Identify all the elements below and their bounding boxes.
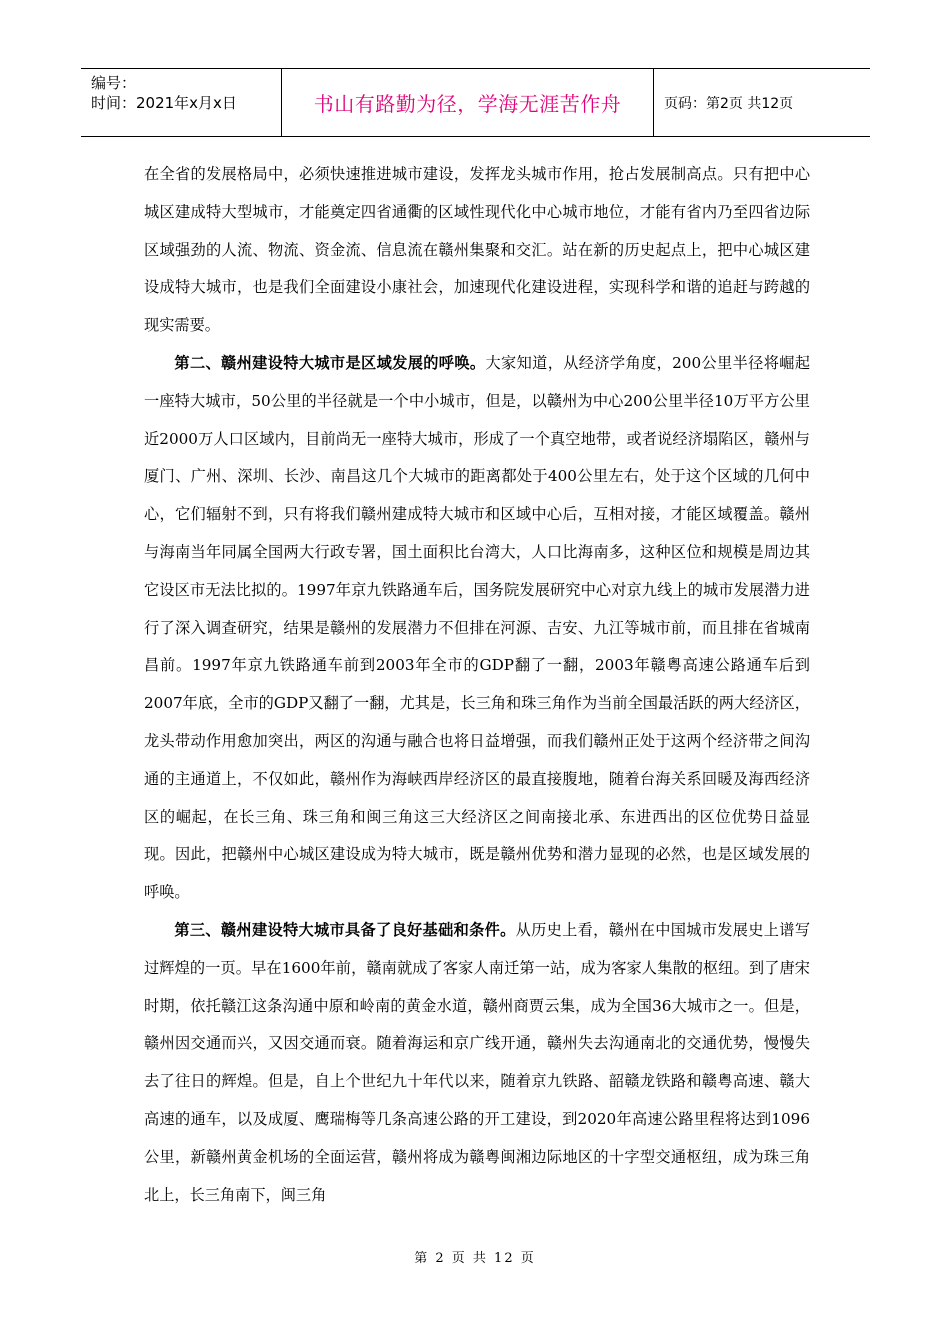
document-body bbox=[144, 156, 810, 1214]
paragraph-3-text: 从历史上看，赣州在中国城市发展史上谱写过辉煌的一页。早在1600年前，赣南就成了客家人南迁第一站，成为客家人集散的枢纽。到了唐宋时期，依托赣江这条沟通中原和岭南的黄金水道，赣州商贾云集，成为全国36大城市之一。但是，赣州因交通而兴，又因交通而衰。随着海运和京广线开通，赣州失去沟通南北的交通优势，慢慢失去了往日的辉煌。但是，自上个世纪九十年代以来，随着京九铁路、韶赣龙铁路和赣粤高速、赣大高速的通车，以及成厦、鹰瑞梅等几条高速公路的开工建设，到2020年高速公路里程将达到1096公里，新赣州黄金机场的全面运营，赣州将成为赣粤闽湘边际地区的十字型交通枢纽，成为珠三角北上，长三角南下，闽三角 bbox=[144, 920, 811, 1204]
header-motto: 书山有路勤为径，学海无涯苦作舟 bbox=[313, 92, 622, 116]
page-header bbox=[81, 68, 870, 137]
paragraph-1: 在全省的发展格局中，必须快速推进城市建设，发挥龙头城市作用，抢占发展制高点。只有把中心城区建成特大型城市，才能奠定四省通衢的区域性现代化中心城市地位，才能有省内乃至四省边际区域强劲的人流、物流、资金流、信息流在赣州集聚和交汇。站在新的历史起点上，把中心城区建设成特大城市，也是我们全面建设小康社会，加速现代化建设进程，实现科学和谐的追赶与跨越的现实需要。 bbox=[144, 165, 810, 335]
paragraph-2-text: 大家知道，从经济学角度，200公里半径将崛起一座特大城市，50公里的半径就是一个中小城市，但是，以赣州为中心200公里半径10万平方公里近2000万人口区域内，目前尚无一座特大城市，形成了一个真空地带，或者说经济塌陷区，赣州与厦门、广州、深圳、长沙、南昌这几个大城市的距离都处于400公里左右，处于这个区域的几何中心，它们辐射不到，只有将我们赣州建成特大城市和区域中心后，互相对接，才能区域覆盖。赣州与海南当年同属全国两大行政专署，国土面积比台湾大，人口比海南多，这种区位和规模是周边其它设区市无法比拟的。1997年京九铁路通车后，国务院发展研究中心对京九线上的城市发展潜力进行了深入调查研究，结果是赣州的发展潜力不但排在河源、吉安、九江等城市前，而且排在省城南昌前。1997年京九铁路通车前到2003年全市的GDP翻了一翻，2003年赣粤高速公路通车后到2007年底，全市的GDP又翻了一翻，尤其是，长三角和珠三角作为当前全国最活跃的两大经济区，龙头带动作用愈加突出，两区的沟通与融合也将日益增强，而我们赣州正处于这两个经济带之间沟通的主通道上，不仅如此，赣州作为海峡西岸经济区的最直接腹地，随着台海关系回暖及海西经济区的崛起，在长三角、珠三角和闽三角这三大经济区之间南接北承、东进西出的区位优势日益显现。因此，把赣州中心城区建设成为特大城市，既是赣州优势和潜力显现的必然，也是区域发展的呼唤。 bbox=[144, 353, 811, 902]
paragraph-3-heading: 第三、赣州建设特大城市具备了良好基础和条件。 bbox=[174, 920, 516, 939]
header-page-info: 页码：第2页 共12页 bbox=[664, 95, 794, 112]
header-meta bbox=[81, 69, 282, 136]
paragraph-2-heading: 第二、赣州建设特大城市是区域发展的呼唤。 bbox=[174, 353, 486, 372]
header-motto-cell bbox=[282, 69, 654, 136]
paragraph-2 bbox=[144, 345, 810, 912]
header-page-info-cell bbox=[654, 69, 870, 136]
page-footer: 第 2 页 共 12 页 bbox=[414, 1251, 536, 1266]
document-number-label: 编号： bbox=[91, 74, 137, 92]
paragraph-3 bbox=[144, 912, 810, 1214]
document-date: 时间：2021年x月x日 bbox=[91, 94, 237, 112]
